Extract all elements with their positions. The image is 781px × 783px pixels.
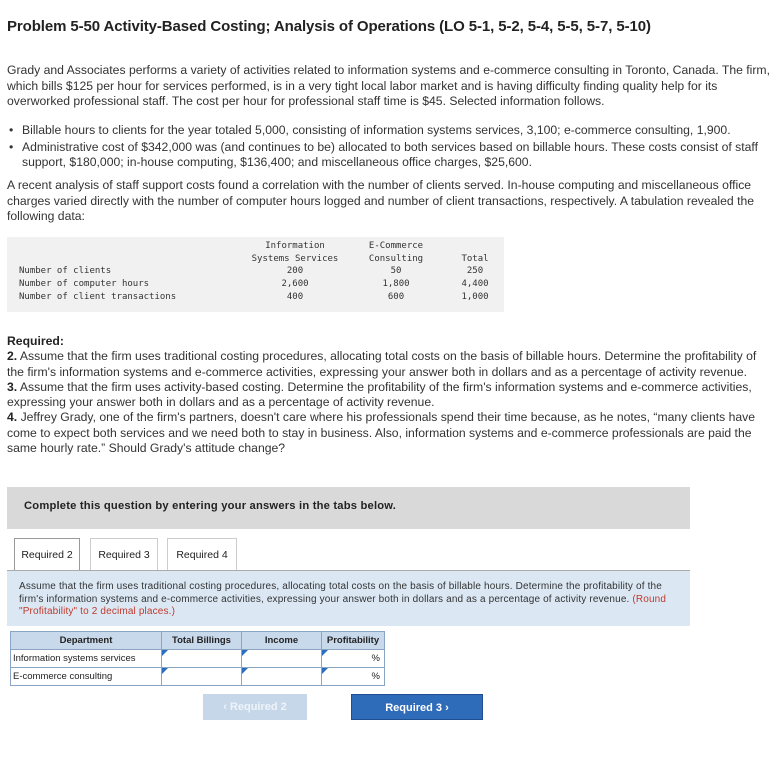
profitability-input[interactable]	[322, 650, 385, 668]
instructions-banner	[7, 487, 690, 529]
intro-paragraph: Grady and Associates performs a variety of activities related to information systems and e-commerce consulting in Toronto, Canada. The firm, which bills $125 per hour for services performed, is in a very tight local labor market and is having difficulty finding quality help for its overworked professional staff. The cost per hour for professional staff time is $45. Selected information follows.	[7, 63, 770, 108]
cell-value: 200	[286, 266, 304, 276]
income-input[interactable]	[242, 668, 322, 686]
header-is-line1: Information	[265, 241, 325, 251]
input-marker-icon	[162, 650, 168, 656]
bullet-icon: •	[9, 123, 14, 137]
col-total-billings: Total Billings	[162, 632, 242, 650]
input-marker-icon	[242, 650, 248, 656]
header-ec-line2: Consulting	[368, 254, 424, 264]
cell-value: 4,400	[461, 279, 489, 289]
billings-input[interactable]	[162, 650, 242, 668]
cell-value: 600	[387, 292, 405, 302]
tab-required-4[interactable]: Required 4	[167, 538, 237, 570]
required-2: 2. Assume that the firm uses traditional costing procedures, allocating total costs on the basis of billable hours. Determine the profitability of the firm's information systems and e-commerce activities, expressing your answer both in dollars and as a percentage of activity revenue.	[7, 349, 757, 379]
col-profitability: Profitability	[322, 632, 385, 650]
cell-value: 50	[390, 266, 402, 276]
table-row	[11, 668, 385, 686]
profitability-input[interactable]	[322, 668, 385, 686]
input-marker-icon	[162, 668, 168, 674]
tab-required-3[interactable]: Required 3	[90, 538, 158, 570]
cell-value: 2,600	[281, 279, 309, 289]
fact-item: • Administrative cost of $342,000 was (and continues to be) allocated to both services based on billable hours. These costs consist of staff support, $180,000; in-house computing, $136,400; and miscellaneous office charges, $25,600.	[9, 139, 758, 169]
tab-instruction: Assume that the firm uses traditional costing procedures, allocating total costs on the basis of billable hours. Determine the profitability of the firm's information systems and e-commerce activities, expressing your answer both in dollars and as a percentage of activity revenue. (Round "Profitability" to 2 decimal places.)	[7, 571, 690, 626]
cell-value: 250	[466, 266, 484, 276]
percent-sign: %	[371, 671, 380, 682]
table-row	[11, 650, 385, 668]
input-marker-icon	[242, 668, 248, 674]
col-income: Income	[242, 632, 322, 650]
department-label: Information systems services	[11, 650, 162, 668]
billings-input[interactable]	[162, 668, 242, 686]
input-marker-icon	[322, 668, 328, 674]
required-3: 3. Assume that the firm uses activity-based costing. Determine the profitability of the firm's information systems and e-commerce activities, expressing your answer both in dollars and as a percentage of activity revenue.	[7, 379, 752, 410]
data-table	[7, 237, 504, 312]
bullet-icon: •	[9, 139, 14, 154]
cell-value: 400	[286, 292, 304, 302]
banner-text: Complete this question by entering your answers in the tabs below.	[24, 500, 397, 512]
answer-table	[10, 631, 385, 686]
cell-value: 1,000	[461, 292, 489, 302]
next-required-button[interactable]: Required 3 ›	[351, 694, 483, 720]
rounding-note: (Round "Profitability" to 2 decimal places.)	[19, 593, 667, 617]
required-heading: Required:	[7, 334, 64, 348]
prev-required-button[interactable]: ‹ Required 2	[203, 694, 307, 720]
row-label: Number of client transactions	[19, 292, 177, 302]
header-ec-line1: E-Commerce	[368, 241, 424, 251]
facts-list	[7, 123, 772, 172]
row-label: Number of computer hours	[19, 279, 150, 289]
header-total: Total	[461, 254, 489, 264]
input-marker-icon	[322, 650, 328, 656]
header-is-line2: Systems Services	[251, 254, 339, 264]
fact-item: • Billable hours to clients for the year totaled 5,000, consisting of information systems services, 3,100; e-commerce consulting, 1,900.	[9, 123, 731, 137]
analysis-paragraph: A recent analysis of staff support costs found a correlation with the number of clients served. In-house computing and miscellaneous office charges varied directly with the number of computer hours logged and number of client transactions, respectively. A tabulation revealed the following data:	[7, 178, 755, 223]
department-label: E-commerce consulting	[11, 668, 162, 686]
tab-required-2[interactable]: Required 2	[14, 538, 80, 570]
required-section	[7, 334, 772, 456]
income-input[interactable]	[242, 650, 322, 668]
required-4: 4. Jeffrey Grady, one of the firm's partners, doesn't care where his professionals spend their time because, as he notes, “many clients have come to expect both services and we need both to stay in business. Also, information systems and e-commerce professionals are paid the same hourly rate.” Should Grady's attitude change?	[7, 410, 756, 456]
col-department: Department	[11, 632, 162, 650]
cell-value: 1,800	[382, 279, 410, 289]
problem-title: Problem 5-50 Activity-Based Costing; Analysis of Operations (LO 5-1, 5-2, 5-4, 5-5, 5-7, 5-10)	[7, 18, 651, 35]
percent-sign: %	[371, 653, 380, 664]
row-label: Number of clients	[19, 266, 112, 276]
